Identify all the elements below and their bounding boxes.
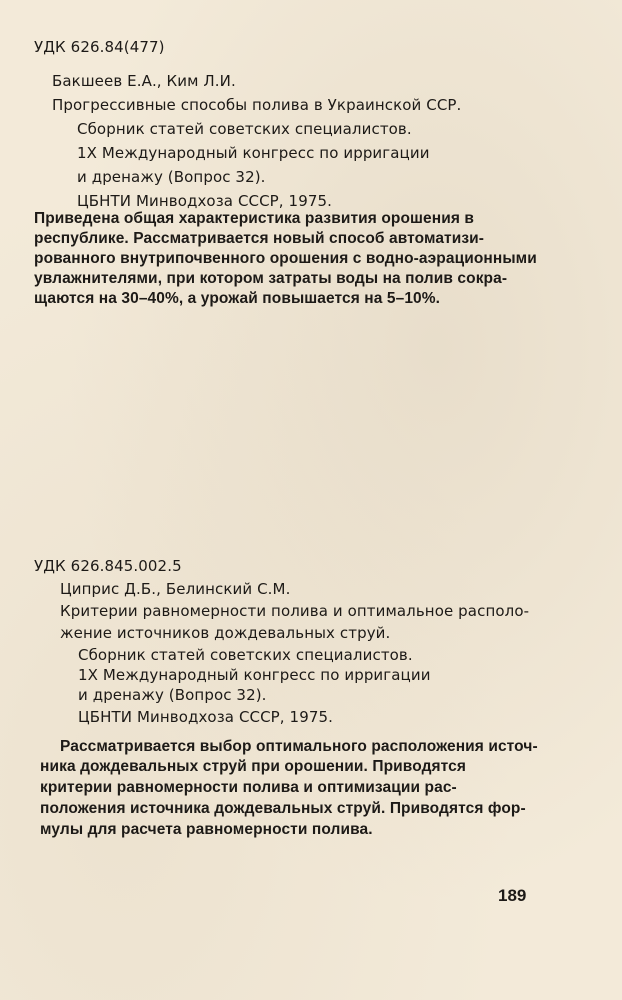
- authors: Бакшеев Е.А., Ким Л.И.: [52, 72, 236, 90]
- abstract-line: щаются на 30–40%, а урожай повышается на 5–10%.: [34, 290, 441, 307]
- abstract-line: республике. Рассматривается новый способ автоматизи-: [34, 230, 485, 247]
- abstract-line: критерии равномерности полива и оптимизации рас-: [40, 779, 457, 796]
- article-title: Прогрессивные способы полива в Украинской ССР.: [52, 96, 462, 114]
- abstract-line: Рассматривается выбор оптимального расположения источ-: [60, 738, 538, 755]
- source-line: ЦБНТИ Минводхоза СССР, 1975.: [77, 192, 332, 210]
- source-line: Сборник статей советских специалистов.: [78, 646, 413, 664]
- source-line: и дренажу (Вопрос 32).: [77, 168, 266, 186]
- abstract-line: ника дождевальных струй при орошении. Приводятся: [40, 758, 467, 775]
- abstract-line: увлажнителями, при котором затраты воды на полив сокра-: [34, 270, 508, 287]
- source-line: ЦБНТИ Минводхоза СССР, 1975.: [78, 708, 333, 726]
- article-title: Критерии равномерности полива и оптимальное располо-: [60, 602, 530, 620]
- udc-code: УДК 626.845.002.5: [34, 557, 182, 575]
- page-number: 189: [498, 886, 527, 905]
- abstract-line: мулы для расчета равномерности полива.: [40, 821, 373, 838]
- abstract-line: Приведена общая характеристика развития орошения в: [34, 210, 475, 227]
- udc-code: УДК 626.84(477): [34, 38, 165, 56]
- abstract-line: положения источника дождевальных струй. Приводятся фор-: [40, 800, 526, 817]
- article-title: жение источников дождевальных струй.: [60, 624, 391, 642]
- source-line: 1Х Международный конгресс по ирригации: [77, 144, 430, 162]
- source-line: и дренажу (Вопрос 32).: [78, 686, 267, 704]
- abstract-line: рованного внутрипочвенного орошения с водно-аэрационными: [34, 250, 537, 267]
- source-line: Сборник статей советских специалистов.: [77, 120, 412, 138]
- source-line: 1Х Международный конгресс по ирригации: [78, 666, 431, 684]
- authors: Циприс Д.Б., Белинский С.М.: [60, 580, 291, 598]
